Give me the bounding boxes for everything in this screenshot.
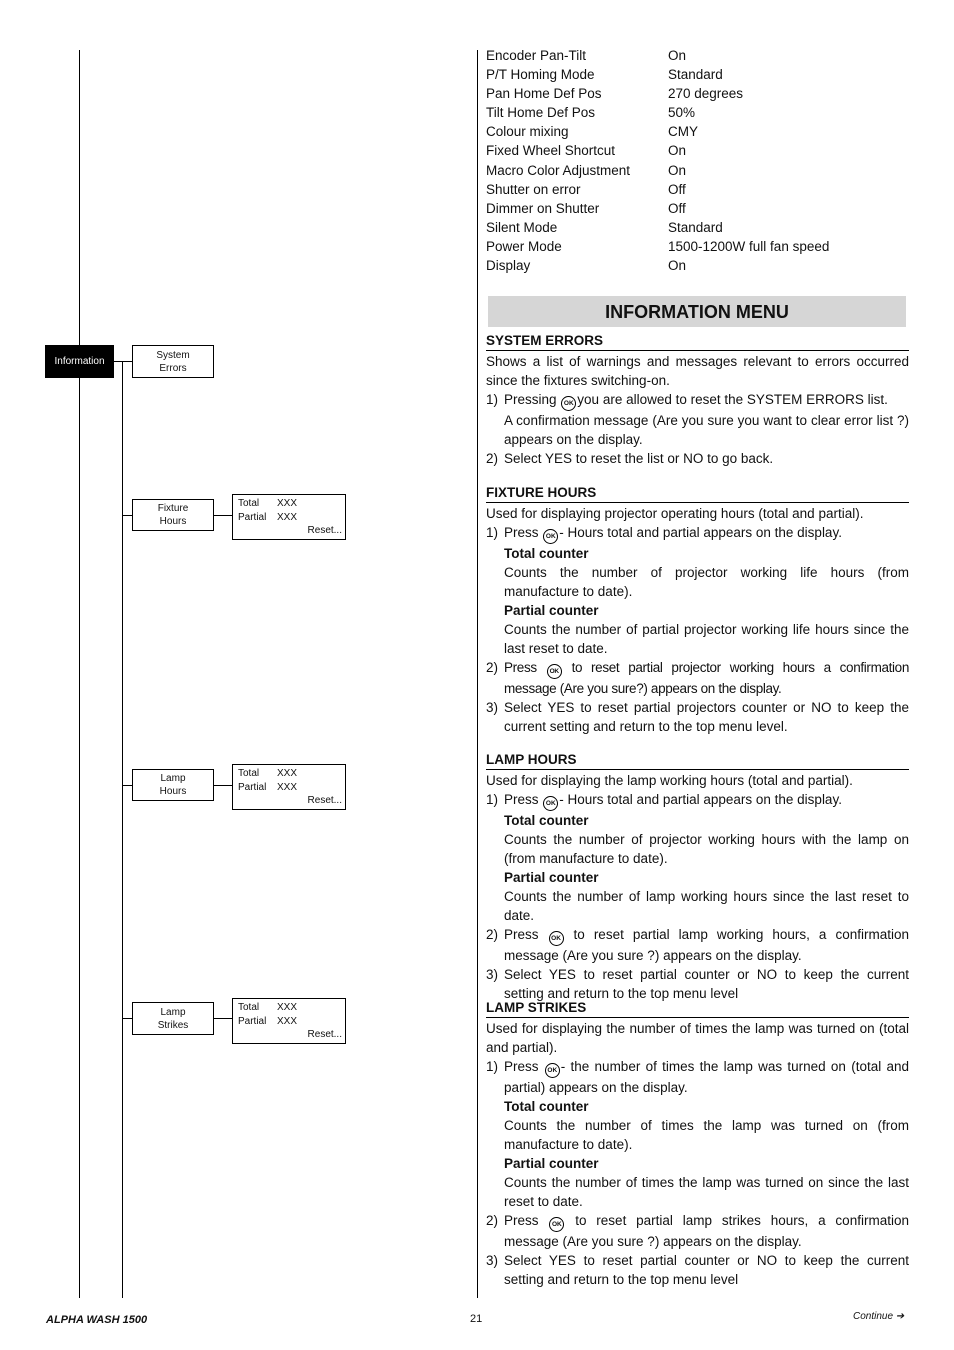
- step: 2) Select YES to reset the list or NO to go back.: [486, 451, 774, 466]
- ok-button-icon: OK: [543, 529, 558, 544]
- settings-row: Colour mixing CMY: [486, 124, 698, 140]
- section-title: SYSTEM ERRORS: [486, 332, 909, 351]
- subheading: Partial counter: [504, 870, 599, 885]
- section-banner: INFORMATION MENU: [488, 296, 906, 327]
- settings-row: Fixed Wheel Shortcut On: [486, 143, 687, 159]
- paragraph: Counts the number of lamp working hours since the last reset to date.: [504, 889, 909, 923]
- section-system-errors: [486, 332, 909, 468]
- footer-product-name: ALPHA WASH 1500: [46, 1314, 148, 1326]
- ok-button-icon: OK: [547, 664, 562, 679]
- connector: [214, 515, 232, 516]
- total-label: Total: [238, 1002, 260, 1013]
- tree-node-lamp-strikes: Lamp Strikes: [132, 1002, 214, 1035]
- settings-row: Macro Color Adjustment On: [486, 162, 687, 178]
- subheading: Total counter: [504, 1099, 589, 1114]
- settings-row: P/T Homing Mode Standard: [486, 67, 723, 83]
- reset-label: Reset...: [307, 1029, 342, 1040]
- section-lamp-hours: [486, 751, 909, 1003]
- settings-row: Shutter on error Off: [486, 181, 686, 197]
- subheading: Partial counter: [504, 603, 599, 618]
- step: 3) Select YES to reset partial counter or NO to keep the current setting and return to the top menu level: [486, 1253, 909, 1287]
- tree-trunk-line: [79, 50, 80, 1298]
- partial-value: XXX: [277, 782, 298, 793]
- ok-button-icon: OK: [549, 931, 564, 946]
- total-label: Total: [238, 768, 260, 779]
- continue-label: Continue ➔: [853, 1311, 905, 1322]
- section-title: LAMP HOURS: [486, 751, 909, 770]
- reset-label: Reset...: [307, 525, 342, 536]
- connector: [122, 1018, 132, 1019]
- ok-button-icon: OK: [543, 796, 558, 811]
- settings-list: [486, 46, 909, 275]
- partial-label: Partial: [238, 512, 267, 523]
- connector: [214, 785, 232, 786]
- step: 2) Press OK to reset partial projector working hours a confirmation message (Are you sure?) appears on the display.: [486, 660, 909, 696]
- column-divider: [477, 50, 478, 1298]
- total-value: XXX: [277, 1002, 298, 1013]
- settings-row: Pan Home Def Pos 270 degrees: [486, 86, 744, 102]
- subheading: Total counter: [504, 546, 589, 561]
- paragraph: Counts the number of partial projector working life hours since the last reset to date.: [504, 622, 909, 656]
- settings-row: Display On: [486, 258, 687, 274]
- total-label: Total: [238, 498, 260, 509]
- total-value: XXX: [277, 768, 298, 779]
- display-fixture-hours: [232, 494, 346, 540]
- ok-button-icon: OK: [561, 396, 576, 411]
- subheading: Partial counter: [504, 1156, 599, 1171]
- subheading: Total counter: [504, 813, 589, 828]
- paragraph: Counts the number of times the lamp was turned on since the last reset to date.: [504, 1175, 909, 1209]
- connector: [114, 361, 132, 362]
- step: 3) Select YES to reset partial projectors counter or NO to keep the current setting and return to the top menu level.: [486, 700, 909, 734]
- step: 2) Press OK to reset partial lamp strikes hours, a confirmation message (Are you sure ?) appears on the display.: [486, 1213, 909, 1249]
- partial-label: Partial: [238, 782, 267, 793]
- settings-row: Tilt Home Def Pos 50%: [486, 105, 696, 121]
- step: 1) Press OK - the number of times the lamp was turned on (total and partial) appears on the display.: [486, 1059, 909, 1095]
- section-title: LAMP STRIKES: [486, 999, 909, 1018]
- section-intro: Used for displaying projector operating hours (total and partial).: [486, 506, 864, 521]
- page-number: 21: [470, 1313, 483, 1325]
- partial-label: Partial: [238, 1016, 267, 1027]
- ok-button-icon: OK: [549, 1217, 564, 1232]
- total-value: XXX: [277, 498, 298, 509]
- step: 3) Select YES to reset partial counter or NO to keep the current setting and return to the top menu level: [486, 967, 909, 1001]
- settings-row: Encoder Pan-Tilt On: [486, 48, 687, 63]
- ok-button-icon: OK: [545, 1063, 560, 1078]
- paragraph: Counts the number of projector working hours with the lamp on (from manufacture to date).: [504, 832, 909, 866]
- step: 1) Press OK - Hours total and partial appears on the display.: [486, 790, 909, 811]
- tree-node-information: Information: [45, 345, 114, 378]
- section-title: FIXTURE HOURS: [486, 484, 909, 503]
- tree-node-fixture-hours: Fixture Hours: [132, 499, 214, 531]
- step: 2) Press OK to reset partial lamp working hours, a confirmation message (Are you sure ?) appears on the display.: [486, 927, 909, 963]
- connector: [122, 515, 132, 516]
- section-lamp-strikes: [486, 999, 909, 1289]
- tree-node-system-errors: System Errors: [132, 345, 214, 378]
- section-intro: Used for displaying the lamp working hours (total and partial).: [486, 773, 853, 788]
- display-lamp-hours: [232, 764, 346, 810]
- connector: [214, 1018, 232, 1019]
- section-fixture-hours: [486, 484, 909, 736]
- partial-value: XXX: [277, 1016, 298, 1027]
- connector: [122, 785, 132, 786]
- settings-row: Dimmer on Shutter Off: [486, 200, 686, 216]
- settings-row: Power Mode 1500-1200W full fan speed: [486, 238, 830, 254]
- display-lamp-strikes: [232, 998, 346, 1044]
- step-detail: A confirmation message (Are you sure you want to clear error list ?) appears on the display.: [504, 413, 909, 447]
- reset-label: Reset...: [307, 795, 342, 806]
- tree-node-lamp-hours: Lamp Hours: [132, 769, 214, 801]
- step: 1) Pressing OK you are allowed to reset the SYSTEM ERRORS list.: [486, 390, 909, 411]
- tree-branch-line: [122, 361, 123, 1298]
- partial-value: XXX: [277, 512, 298, 523]
- step: 1) Press OK - Hours total and partial appears on the display.: [486, 523, 909, 544]
- section-intro: Used for displaying the number of times the lamp was turned on (total and partial).: [486, 1021, 909, 1055]
- section-intro: Shows a list of warnings and messages relevant to errors occurred since the fixtures switching-on.: [486, 354, 909, 388]
- settings-row: Silent Mode Standard: [486, 219, 723, 235]
- paragraph: Counts the number of projector working life hours (from manufacture to date).: [504, 565, 909, 599]
- paragraph: Counts the number of times the lamp was turned on (from manufacture to date).: [504, 1118, 909, 1152]
